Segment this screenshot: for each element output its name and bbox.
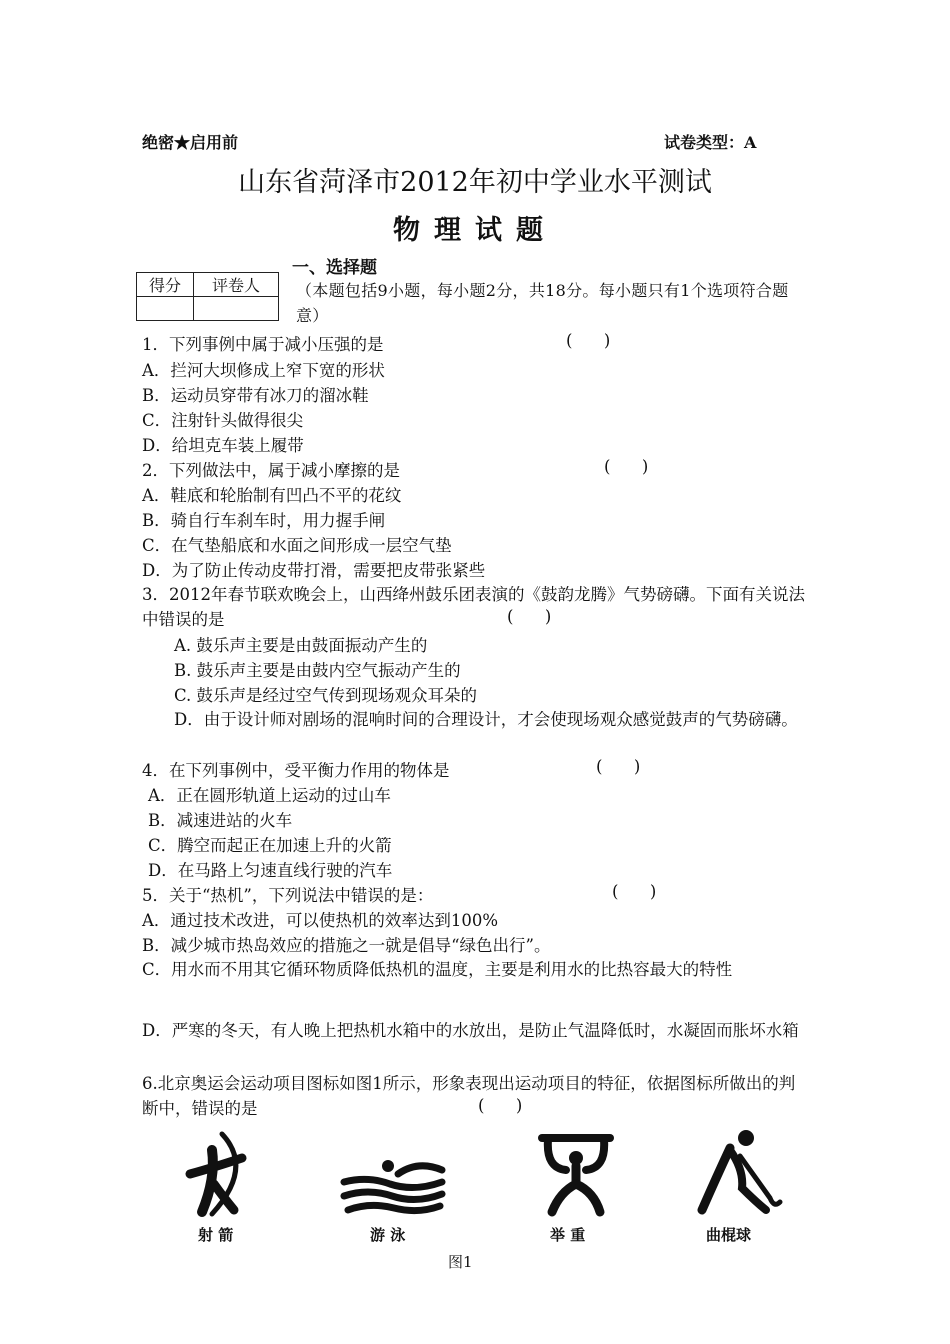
hockey-icon xyxy=(694,1128,784,1220)
archery-icon xyxy=(182,1128,262,1220)
question-2-option-b: B．骑自行车刹车时，用力握手闸 xyxy=(142,511,386,530)
question-2-option-c: C．在气垫船底和水面之间形成一层空气垫 xyxy=(142,536,452,555)
swimming-label: 游 泳 xyxy=(370,1226,406,1244)
question-1-stem: 1．下列事例中属于减小压强的是 xyxy=(142,335,384,354)
question-2-stem: 2．下列做法中，属于减小摩擦的是 xyxy=(142,461,400,480)
question-4-option-c: C．腾空而起正在加速上升的火箭 xyxy=(148,836,392,855)
question-3-option-a: A. 鼓乐声主要是由鼓面振动产生的 xyxy=(174,636,428,655)
score-header: 得分 xyxy=(137,273,194,297)
grader-header: 评卷人 xyxy=(194,273,279,297)
question-6-answer-paren: ( ) xyxy=(478,1096,523,1115)
swimming-icon xyxy=(338,1156,450,1218)
question-6-stem: 6.北京奥运会运动项目图标如图1所示，形象表现出运动项目的特征，依据图标所做出的判断中，错误的是 xyxy=(142,1074,796,1118)
question-5-option-d: D．严寒的冬天，有人晚上把热机水箱中的水放出，是防止气温降低时，水凝固而胀坏水箱 xyxy=(142,1021,799,1040)
question-1-answer-paren: ( ) xyxy=(566,331,611,350)
question-4-option-b: B．减速进站的火车 xyxy=(148,811,293,830)
question-1-option-c: C．注射针头做得很尖 xyxy=(142,411,304,430)
question-2-option-a: A．鞋底和轮胎制有凹凸不平的花纹 xyxy=(142,486,402,505)
question-1-option-b: B．运动员穿带有冰刀的溜冰鞋 xyxy=(142,386,369,405)
page-title: 山东省菏泽市2012年初中学业水平测试 xyxy=(238,167,712,198)
question-3-answer-paren: ( ) xyxy=(507,607,552,626)
section-note: （本题包括9小题，每小题2分，共18分。每小题只有1个选项符合题意） xyxy=(296,281,789,325)
question-4-answer-paren: ( ) xyxy=(596,757,641,776)
paper-type-label: 试卷类型：A xyxy=(664,133,757,152)
question-1-option-a: A．拦河大坝修成上窄下宽的形状 xyxy=(142,361,385,380)
page-subtitle: 物理试题 xyxy=(393,215,557,246)
confidential-label: 绝密★启用前 xyxy=(142,133,239,152)
question-3-option-d: D．由于设计师对剧场的混响时间的合理设计，才会使现场观众感觉鼓声的气势磅礴。 xyxy=(174,710,798,729)
question-5-option-c: C．用水而不用其它循环物质降低热机的温度，主要是利用水的比热容最大的特性 xyxy=(142,960,733,979)
score-cell xyxy=(137,297,194,321)
score-table xyxy=(136,272,279,321)
question-4-option-d: D．在马路上匀速直线行驶的汽车 xyxy=(148,861,393,880)
question-2-option-d: D．为了防止传动皮带打滑，需要把皮带张紧些 xyxy=(142,561,486,580)
question-5-option-a: A．通过技术改进，可以使热机的效率达到100% xyxy=(142,911,499,930)
figure-caption: 图1 xyxy=(448,1253,473,1271)
question-5-option-b: B．减少城市热岛效应的措施之一就是倡导“绿色出行”。 xyxy=(142,936,551,955)
question-3-option-c: C. 鼓乐声是经过空气传到现场观众耳朵的 xyxy=(174,686,478,705)
section-heading: 一、选择题 xyxy=(292,258,377,278)
hockey-label: 曲棍球 xyxy=(706,1226,752,1244)
weightlifting-label: 举 重 xyxy=(550,1226,586,1244)
question-3-stem: 3．2012年春节联欢晚会上，山西绛州鼓乐团表演的《鼓韵龙腾》气势磅礴。下面有关说法中错误的是 xyxy=(142,585,805,629)
question-2-answer-paren: ( ) xyxy=(604,457,649,476)
question-3-option-b: B. 鼓乐声主要是由鼓内空气振动产生的 xyxy=(174,661,461,680)
question-4-option-a: A．正在圆形轨道上运动的过山车 xyxy=(148,786,391,805)
question-5-stem: 5．关于“热机”，下列说法中错误的是： xyxy=(142,886,434,905)
weightlifting-icon xyxy=(536,1132,616,1218)
grader-cell xyxy=(194,297,279,321)
question-5-answer-paren: ( ) xyxy=(612,882,657,901)
archery-label: 射 箭 xyxy=(198,1226,234,1244)
question-4-stem: 4．在下列事例中，受平衡力作用的物体是 xyxy=(142,761,450,780)
question-1-option-d: D．给坦克车装上履带 xyxy=(142,436,304,455)
